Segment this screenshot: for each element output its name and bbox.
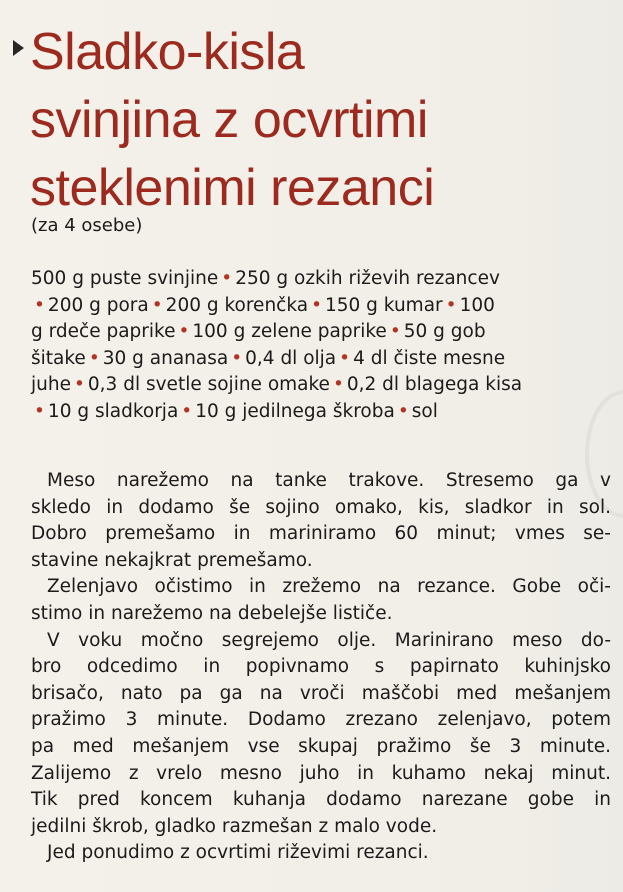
method-line: Tik pred koncem kuhanja dodamo narezane gobe in [31,789,611,811]
bullet-dot-icon: • [178,321,190,343]
ingredient: šitake [31,347,86,369]
method-line: V voku močno segrejemo olje. Marinirano meso do- [47,629,611,651]
method-line: Meso narežemo na tanke trakove. Stresemo ga v [47,470,611,491]
method-line: Zelenjavo očistimo in zrežemo na rezance. Gobe oči- [47,576,611,598]
ingredient: 100 [459,294,495,316]
bullet-dot-icon: • [34,400,45,422]
bullet-dot-icon: • [181,400,193,422]
bullet-dot-icon: • [332,374,344,396]
ingredients-line [31,372,617,399]
ingredient: 0,2 dl blagega kisa [346,374,523,396]
ingredient: g rdeče paprike [31,321,176,343]
bullet-dot-icon: • [34,294,45,316]
recipe-title [30,18,434,222]
bullet-dot-icon: • [339,347,351,369]
method-line: stimo in narežemo na debelejše lističe. [31,602,393,624]
ingredients-line [31,399,617,426]
method-line: skledo in dodamo še sojino omako, kis, sladkor in sol. [31,496,611,518]
method-line: pražimo 3 minute. Dodamo zrezano zelenjavo, potem [31,709,611,731]
servings-note: (za 4 osebe) [31,215,143,236]
title-line: svinjina z ocvrtimi [30,91,428,149]
method-line: bro odcedimo in popivnamo s papirnato kuhinjsko [31,656,611,678]
ingredient: juhe [31,374,71,396]
method-line: Zalijemo z vrelo mesno juho in kuhamo nekaj minut. [31,762,611,784]
bullet-dot-icon: • [151,294,163,316]
ingredient: 4 dl čiste mesne [353,347,506,369]
bullet-dot-icon: • [88,347,100,369]
ingredient: 150 g kumar [324,294,443,316]
ingredient: 200 g korenčka [165,294,309,316]
method-line: brisačo, nato pa ga na vroči maščobi med mešanjem [31,682,611,704]
bullet-dot-icon: • [389,321,401,343]
ingredient: 0,3 dl svetle sojine omake [87,374,330,396]
ingredient: 10 g jedilnega škroba [195,400,395,422]
bullet-dot-icon: • [221,268,233,289]
ingredients-line [31,319,617,346]
ingredient: 10 g sladkorja [47,400,179,422]
method-line: stavine nekajkrat premešamo. [31,549,313,571]
title-line: steklenimi rezanci [30,159,435,217]
ingredient: 250 g ozkih riževih rezancev [235,268,500,289]
triangle-right-icon [13,40,24,56]
ingredients-list [31,266,617,426]
bullet-dot-icon: • [397,400,409,422]
ingredient: 500 g puste svinjine [31,268,219,289]
ingredients-line [31,266,617,293]
ingredients-line [31,346,617,373]
bullet-dot-icon: • [445,294,457,316]
ingredient: 50 g gob [403,321,486,343]
ingredients-line [31,293,617,320]
method-line: jedilni škrob, gladko razmešan z malo vode. [31,815,438,837]
ingredient: 100 g zelene paprike [192,321,387,343]
title-line: Sladko-kisla [30,23,305,81]
bullet-dot-icon: • [73,374,85,396]
method-line: Dobro premešamo in mariniramo 60 minut; vmes se- [31,523,611,545]
ingredient: sol [411,400,438,422]
bullet-dot-icon: • [311,294,322,316]
ingredient: 30 g ananasa [102,347,229,369]
ingredient: 0,4 dl olja [245,347,337,369]
preparation-method [31,468,611,867]
ingredient: 200 g pora [47,294,149,316]
method-line: pa med mešanjem vse skupaj pražimo še 3 minute. [31,735,611,757]
method-line: Jed ponudimo z ocvrtimi riževimi rezanci. [47,842,429,864]
bullet-dot-icon: • [231,347,243,369]
